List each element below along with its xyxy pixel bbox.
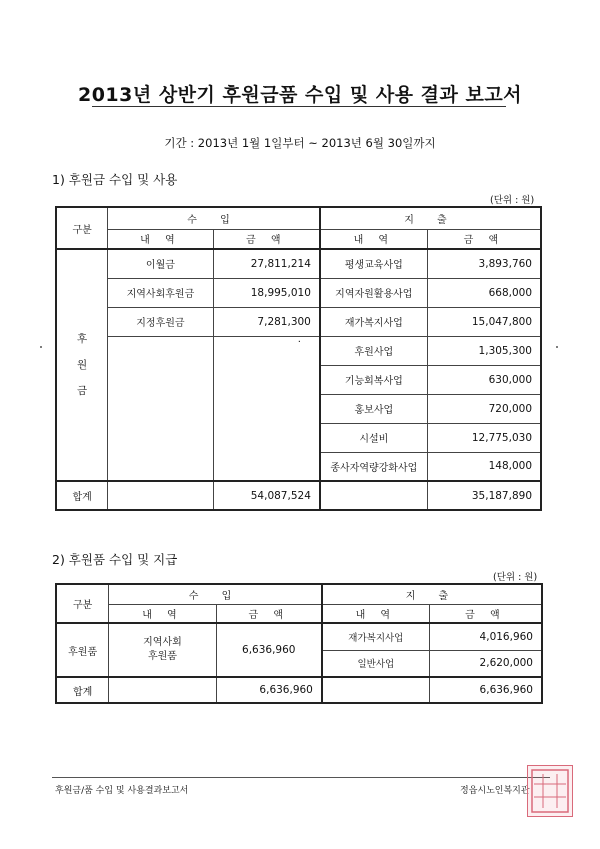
header-category: 구분 <box>56 207 108 249</box>
income-amount: 27,811,214 <box>213 249 320 278</box>
seal-mark <box>528 766 572 816</box>
scan-speck <box>40 346 42 348</box>
title-underline <box>92 106 506 107</box>
income-amount: 7,281,300 <box>213 307 320 336</box>
scan-speck <box>556 346 558 348</box>
income-item: 지정후원금 <box>108 307 213 336</box>
expense-item: 기능회복사업 <box>320 365 427 394</box>
expense-amount: 1,305,300 <box>427 336 541 365</box>
income-amount: 6,636,960 <box>216 623 322 677</box>
header-expense: 지 출 <box>320 207 541 229</box>
header-expense-amount: 금 액 <box>429 604 542 623</box>
total-label: 합계 <box>56 481 108 510</box>
official-seal-stamp <box>527 765 573 817</box>
expense-amount: 3,893,760 <box>427 249 541 278</box>
expense-amount: 668,000 <box>427 278 541 307</box>
expense-total-item <box>322 677 429 703</box>
expense-item: 시설비 <box>320 423 427 452</box>
expense-amount: 2,620,000 <box>429 650 542 677</box>
row-label-char: 후 <box>77 333 88 345</box>
header-expense-item: 내 역 <box>320 229 427 249</box>
income-empty-cell <box>108 336 213 481</box>
section1-unit: (단위 : 원) <box>490 195 535 206</box>
header-income: 수 입 <box>109 584 322 604</box>
donation-money-table <box>55 206 542 511</box>
header-income-item: 내 역 <box>108 229 213 249</box>
expense-amount: 4,016,960 <box>429 623 542 650</box>
expense-item: 지역자원활용사업 <box>320 278 427 307</box>
report-title: 2013년 상반기 후원금품 수입 및 사용 결과 보고서 <box>77 84 523 106</box>
income-total-item <box>109 677 216 703</box>
income-item: 지역사회후원금 <box>108 278 213 307</box>
expense-total-item <box>320 481 427 510</box>
expense-amount: 12,775,030 <box>427 423 541 452</box>
footer-document-name: 후원금/품 수입 및 사용결과보고서 <box>55 786 189 796</box>
section2-unit: (단위 : 원) <box>493 572 538 583</box>
income-total-item <box>108 481 213 510</box>
report-period: 기간 : 2013년 1월 1일부터 ~ 2013년 6월 30일까지 <box>164 136 436 150</box>
income-empty-cell: · <box>213 336 320 481</box>
header-category: 구분 <box>56 584 109 623</box>
row-label-goods: 후원품 <box>56 623 109 677</box>
footer-divider <box>52 777 550 778</box>
expense-item: 종사자역량강화사업 <box>320 452 427 481</box>
header-income: 수 입 <box>108 207 320 229</box>
header-expense-amount: 금 액 <box>427 229 541 249</box>
donation-goods-table <box>55 583 543 704</box>
expense-amount: 148,000 <box>427 452 541 481</box>
section2-heading: 2) 후원품 수입 및 지급 <box>52 552 178 567</box>
expense-item: 후원사업 <box>320 336 427 365</box>
row-label-char: 원 <box>77 359 88 371</box>
income-item <box>109 623 216 677</box>
expense-amount: 15,047,800 <box>427 307 541 336</box>
total-label: 합계 <box>56 677 109 703</box>
expense-item: 일반사업 <box>322 650 429 677</box>
expense-item: 홍보사업 <box>320 394 427 423</box>
income-total: 6,636,960 <box>216 677 322 703</box>
expense-amount: 720,000 <box>427 394 541 423</box>
section1-heading: 1) 후원금 수입 및 사용 <box>52 172 178 187</box>
income-item-line: 후원품 <box>147 651 177 662</box>
expense-item: 재가복지사업 <box>320 307 427 336</box>
header-income-amount: 금 액 <box>216 604 322 623</box>
row-label-char: 금 <box>77 385 88 397</box>
expense-total: 6,636,960 <box>429 677 542 703</box>
row-label-donation <box>56 249 108 481</box>
income-item: 이월금 <box>108 249 213 278</box>
income-item-line: 지역사회 <box>143 637 182 648</box>
income-total: 54,087,524 <box>213 481 320 510</box>
expense-item: 재가복지사업 <box>322 623 429 650</box>
header-income-item: 내 역 <box>109 604 216 623</box>
footer-organization: 정읍시노인복지관 <box>460 786 530 796</box>
header-expense-item: 내 역 <box>322 604 429 623</box>
expense-total: 35,187,890 <box>427 481 541 510</box>
expense-amount: 630,000 <box>427 365 541 394</box>
header-expense: 지 출 <box>322 584 542 604</box>
expense-item: 평생교육사업 <box>320 249 427 278</box>
income-amount: 18,995,010 <box>213 278 320 307</box>
header-income-amount: 금 액 <box>213 229 320 249</box>
